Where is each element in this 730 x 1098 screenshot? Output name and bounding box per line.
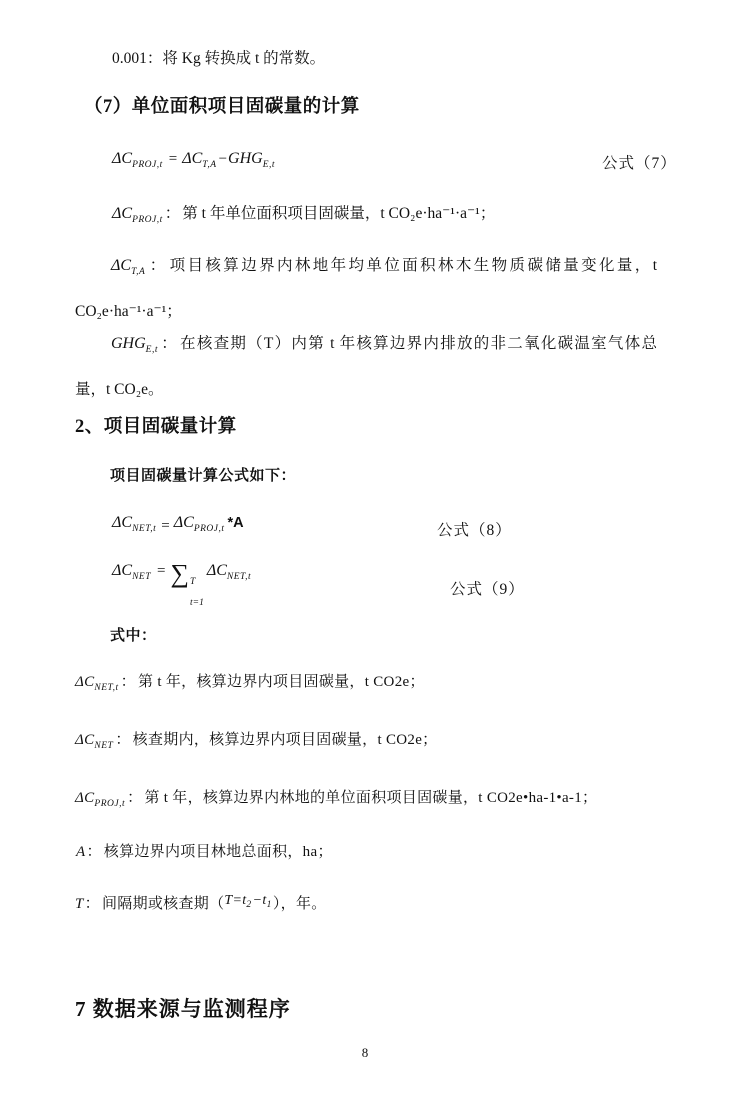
sigma-symbol: ∑ bbox=[170, 559, 190, 588]
math-subscript: PROJ,t bbox=[94, 799, 126, 809]
definition-text: 第 t 年单位面积项目固碳量，t CO₂e·ha⁻¹·a⁻¹； bbox=[182, 205, 496, 222]
definition-area bbox=[76, 840, 333, 861]
formula-7-label: 公式（7） bbox=[602, 155, 677, 172]
definition-ghg bbox=[75, 324, 657, 410]
math-term: ΔC bbox=[75, 674, 95, 690]
formula-8 bbox=[112, 514, 244, 535]
math-operator: − bbox=[252, 893, 263, 908]
paragraph-constant: 0.001：将 Kg 转换成 t 的常数。 bbox=[112, 50, 326, 67]
definition-dc-proj bbox=[112, 201, 495, 225]
formula-7 bbox=[112, 150, 276, 170]
math-subscript: T,A bbox=[131, 267, 146, 277]
math-subscript: PROJ,t bbox=[193, 524, 225, 534]
definition-text: 间隔期或核查期（ bbox=[101, 896, 225, 912]
math-subscript: PROJ,t bbox=[132, 160, 163, 170]
math-term: t bbox=[262, 893, 267, 908]
math-subscript: E,t bbox=[145, 345, 158, 355]
math-subscript: PROJ,t bbox=[132, 215, 163, 225]
definition-text: ），年。 bbox=[272, 896, 327, 912]
math-term: GHG bbox=[111, 335, 146, 352]
math-subscript: NET,t bbox=[132, 524, 157, 534]
heading-unit-area-calc: （7）单位面积项目固碳量的计算 bbox=[84, 97, 360, 117]
definition-net-t bbox=[75, 670, 425, 693]
math-term: ΔC bbox=[173, 514, 194, 531]
math-operator: − bbox=[218, 151, 228, 167]
math-term: ΔC bbox=[75, 732, 95, 748]
definition-text: 在核查期（T）内第 t 年核算边界内排放的非二氧化碳温室气体总 bbox=[180, 335, 657, 352]
definition-net bbox=[75, 728, 438, 751]
colon: ： bbox=[115, 732, 131, 748]
math-term: T bbox=[224, 893, 233, 908]
definition-proj-t bbox=[75, 786, 597, 809]
math-subscript: NET bbox=[132, 572, 151, 582]
heading-project-carbon: 2、项目固碳量计算 bbox=[75, 417, 237, 437]
colon: ： bbox=[84, 896, 100, 912]
inline-formula bbox=[224, 893, 273, 908]
formula-8-label: 公式（8） bbox=[437, 522, 512, 539]
definition-line: CO₂e·ha⁻¹·a⁻¹； bbox=[75, 303, 182, 320]
math-operator: = bbox=[161, 518, 170, 534]
definition-text: 核算边界内项目林地总面积，ha； bbox=[103, 844, 333, 860]
math-subscript: NET bbox=[94, 741, 114, 751]
sigma-limits bbox=[190, 578, 204, 608]
math-term: ΔC bbox=[112, 205, 133, 222]
math-subscript: NET,t bbox=[94, 683, 119, 693]
math-term: ΔC bbox=[112, 562, 133, 579]
math-term: ΔC bbox=[75, 790, 95, 806]
page-number: 8 bbox=[361, 1045, 369, 1060]
math-operator: = bbox=[232, 893, 243, 908]
definition-dc-ta bbox=[75, 246, 657, 332]
colon: ： bbox=[160, 335, 179, 352]
definition-text: 核查期内，核算边界内项目固碳量，t CO2e； bbox=[132, 732, 438, 748]
where-label: 式中： bbox=[110, 627, 157, 644]
math-subscript: T,A bbox=[202, 160, 217, 170]
math-subscript: E,t bbox=[262, 160, 276, 170]
colon: ： bbox=[86, 844, 102, 860]
sigma-lower-limit: t=1 bbox=[190, 597, 204, 608]
math-operator: = bbox=[168, 151, 178, 167]
formula-9 bbox=[112, 559, 252, 608]
colon: ： bbox=[147, 257, 168, 274]
definition-period bbox=[75, 892, 327, 914]
math-term: ΔC bbox=[182, 150, 203, 167]
definition-text: 第 t 年，核算边界内项目固碳量，t CO2e； bbox=[137, 674, 425, 690]
math-operator: = bbox=[157, 563, 166, 579]
math-term: T bbox=[75, 896, 84, 912]
definition-text: 项目核算边界内林地年均单位面积林木生物质碳储量变化量，t bbox=[169, 257, 657, 274]
formula-intro-text: 项目固碳量计算公式如下： bbox=[110, 467, 297, 484]
math-term: ΔC bbox=[112, 150, 133, 167]
math-term: GHG bbox=[228, 150, 263, 167]
math-term: ΔC bbox=[111, 257, 132, 274]
definition-text: 第 t 年，核算边界内林地的单位面积项目固碳量，t CO2e•ha-1•a-1； bbox=[144, 790, 598, 806]
definition-line bbox=[75, 324, 657, 370]
colon: ： bbox=[120, 674, 136, 690]
math-term: t bbox=[242, 893, 247, 908]
math-subscript: 2 bbox=[246, 900, 252, 910]
definition-line bbox=[75, 246, 657, 292]
math-term: ΔC bbox=[206, 562, 227, 579]
math-term: A bbox=[76, 844, 86, 860]
math-term: ΔC bbox=[112, 514, 133, 531]
math-subscript: 1 bbox=[266, 900, 272, 910]
math-subscript: NET,t bbox=[226, 572, 252, 582]
sigma-upper-limit: T bbox=[190, 577, 196, 587]
colon: ： bbox=[164, 205, 181, 222]
definition-line: 量，t CO₂e。 bbox=[75, 381, 164, 398]
formula-9-label: 公式（9） bbox=[450, 581, 525, 598]
math-multiplier: *A bbox=[227, 515, 244, 531]
colon: ： bbox=[127, 790, 143, 806]
heading-data-source: 7 数据来源与监测程序 bbox=[75, 997, 291, 1021]
